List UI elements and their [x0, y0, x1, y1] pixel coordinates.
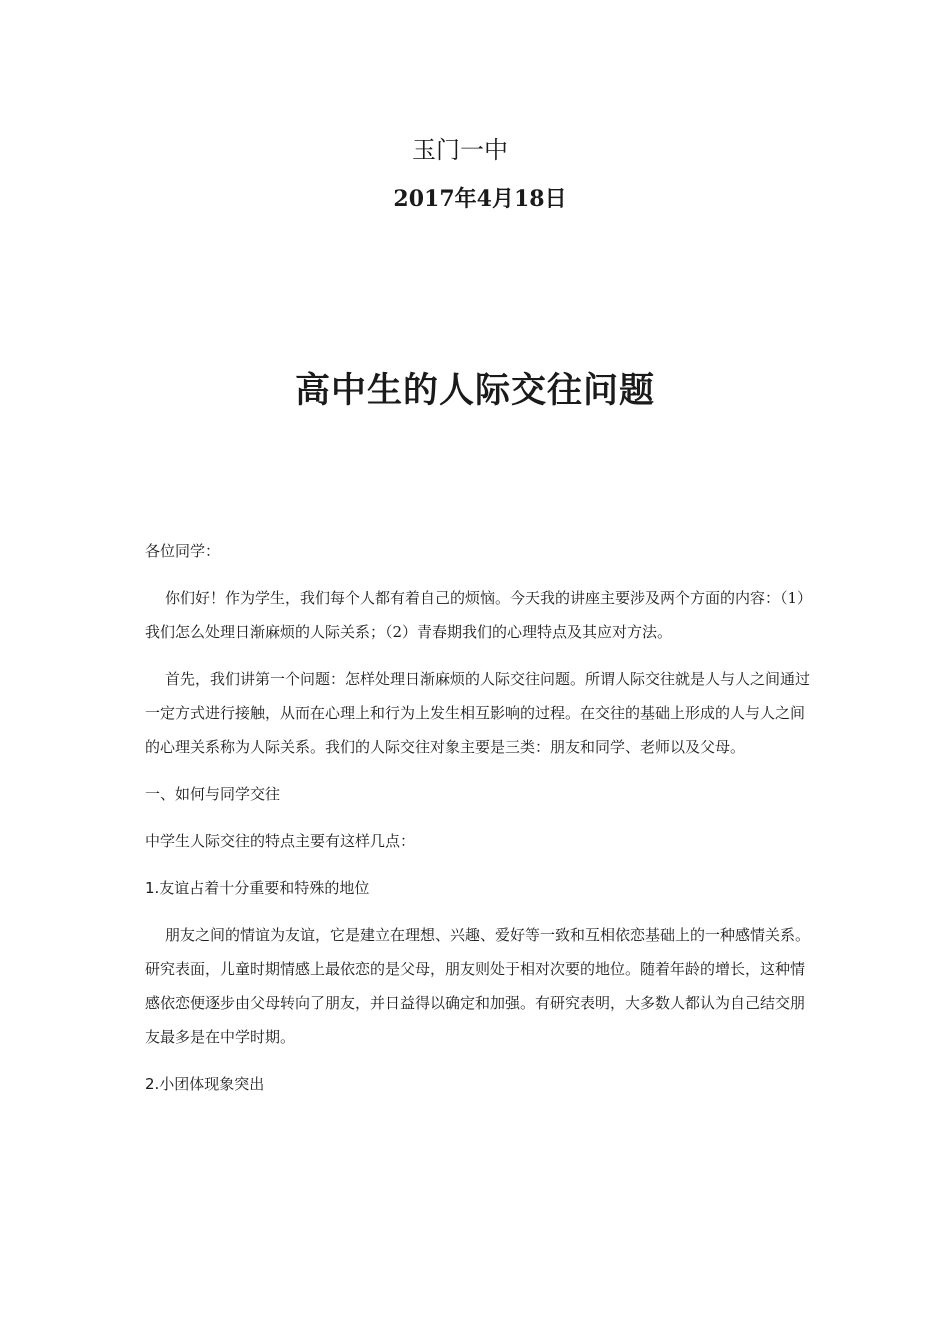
greeting: 各位同学： — [145, 542, 221, 560]
intro-paragraph: 你们好！作为学生，我们每个人都有着自己的烦恼。今天我的讲座主要涉及两个方面的内容：（1）我们怎么处理日渐麻烦的人际关系；（2）青春期我们的心理特点及其应对方法。 — [145, 589, 805, 641]
point-1-heading: 1.友谊占着十分重要和特殊的地位 — [145, 879, 370, 897]
features-intro: 中学生人际交往的特点主要有这样几点： — [145, 832, 416, 850]
section-heading-1: 一、如何与同学交往 — [145, 785, 281, 803]
point-2-heading: 2.小团体现象突出 — [145, 1075, 265, 1093]
document-title: 高中生的人际交往问题 — [294, 370, 655, 411]
friendship-paragraph: 朋友之间的情谊为友谊，它是建立在理想、兴趣、爱好等一致和互相依恋基础上的一种感情关系。研究表面，儿童时期情感上最依恋的是父母，朋友则处于相对次要的地位。随着年龄的增长，这种情感依恋便逐步由父母转向了朋友，并日益得以确定和加强。有研究表明，大多数人都认为自己结交朋友最多是在中学时期。 — [145, 926, 811, 1046]
school-name: 玉门一中 — [412, 136, 508, 164]
document-body — [145, 534, 810, 1114]
first-topic-paragraph: 首先，我们讲第一个问题：怎样处理日渐麻烦的人际交往问题。所谓人际交往就是人与人之间通过一定方式进行接触，从而在心理上和行为上发生相互影响的过程。在交往的基础上形成的人与人之间的心理关系称为人际关系。我们的人际交往对象主要是三类：朋友和同学、老师以及父母。 — [145, 670, 811, 756]
lecture-date: 2017年4月18日 — [393, 186, 567, 212]
